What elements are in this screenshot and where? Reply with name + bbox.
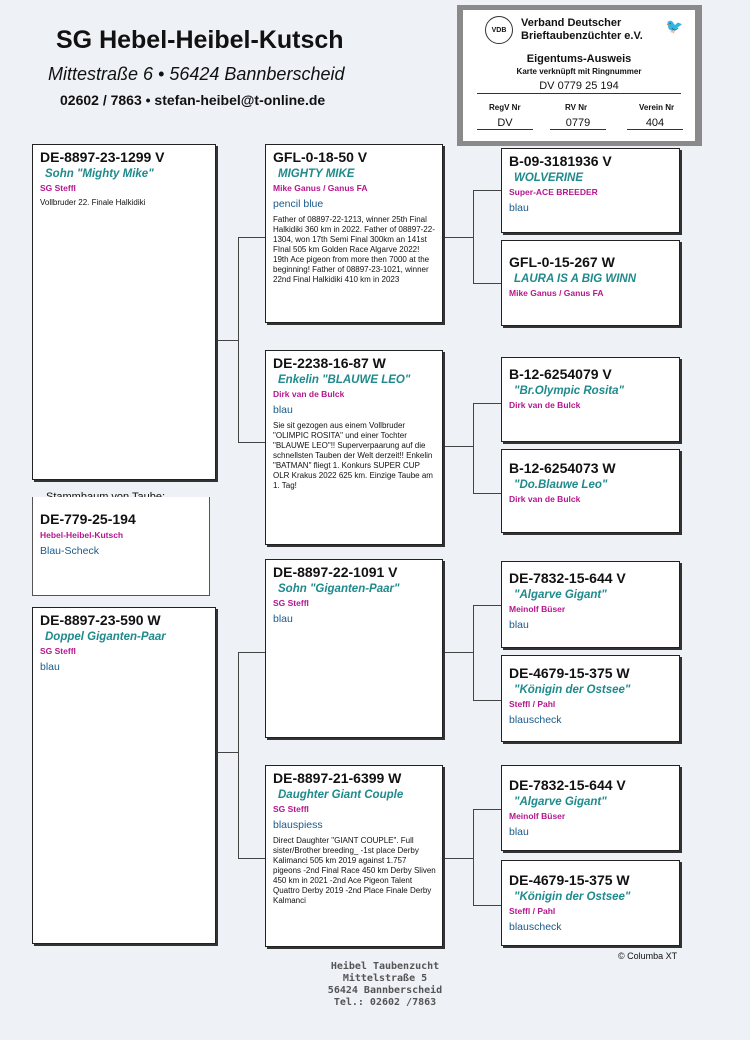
mmf-card (501, 765, 680, 851)
subject-color: Blau-Scheck (40, 545, 99, 557)
card-header-verein: Verein Nr (639, 103, 675, 112)
fff-ring: B-09-3181936 V (509, 153, 612, 169)
ff-card (265, 144, 443, 323)
card-value-regv: DV (477, 117, 533, 130)
ff-ring: GFL-0-18-50 V (273, 149, 368, 165)
ffm-ring: GFL-0-15-267 W (509, 254, 615, 270)
subject-card (32, 497, 210, 596)
mother-name: Doppel Giganten-Paar (45, 631, 166, 643)
father-breeder: SG Steffl (40, 183, 76, 193)
mf-name: Sohn "Giganten-Paar" (278, 583, 400, 595)
mmm-card (501, 860, 680, 946)
mmf-ring: DE-7832-15-644 V (509, 777, 626, 793)
copyright: © Columba XT (618, 951, 678, 961)
mmf-name: "Algarve Gigant" (514, 796, 607, 808)
mf-ring: DE-8897-22-1091 V (273, 564, 398, 580)
fmf-card (501, 357, 680, 442)
fm-description: Sie sit gezogen aus einem Vollbruder "OLIMPIC ROSITA" und einer Tochter "BLAUWE LEO"!! Superverpaarung auf die schnellsten Tauben der Welt derzeit!! Enkelin "BATMAN" fliegt 1. Konkurs SUPER CUP OLR Krakus 2022 625 km. Einzige Taube am 1. Tag! (273, 421, 433, 490)
mfm-ring: DE-4679-15-375 W (509, 665, 630, 681)
card-header-regv: RegV Nr (489, 103, 521, 112)
father-description: Vollbruder 22. Finale Halkidiki (40, 198, 146, 207)
fmf-name: "Br.Olympic Rosita" (514, 385, 624, 397)
card-header-rv: RV Nr (565, 103, 588, 112)
fm-ring: DE-2238-16-87 W (273, 355, 386, 371)
fff-breeder: Super-ACE BREEDER (509, 187, 598, 197)
page-title: SG Hebel-Heibel-Kutsch (56, 26, 344, 54)
mmf-color: blau (509, 826, 529, 838)
address: Mittestraße 6 • 56424 Bannberscheid (48, 64, 345, 84)
card-title: Eigentums-Ausweis (526, 53, 632, 65)
subject-breeder: Hebel-Heibel-Kutsch (40, 530, 124, 540)
mff-color: blau (509, 619, 529, 631)
mother-card (32, 607, 216, 944)
mmf-breeder: Meinolf Büser (509, 811, 566, 821)
fmm-card (501, 449, 680, 533)
mff-ring: DE-7832-15-644 V (509, 570, 626, 586)
father-ring: DE-8897-23-1299 V (40, 149, 165, 165)
mmm-breeder: Steffl / Pahl (509, 906, 556, 916)
club-name: Verband Deutscher Brieftaubenzüchter e.V. (521, 17, 643, 42)
mmm-color: blauscheck (509, 921, 562, 933)
mff-card (501, 561, 680, 648)
mm-ring: DE-8897-21-6399 W (273, 770, 402, 786)
ffm-card (501, 240, 680, 326)
card-value-verein: 404 (627, 117, 683, 130)
mm-color: blauspiess (273, 819, 323, 831)
mm-name: Daughter Giant Couple (278, 789, 404, 801)
father-card (32, 144, 216, 480)
fmf-ring: B-12-6254079 V (509, 366, 612, 382)
mfm-name: "Königin der Ostsee" (514, 684, 631, 696)
pigeon-icon: 🐦 (665, 18, 683, 34)
fff-card (501, 148, 680, 233)
ff-color: pencil blue (273, 198, 324, 210)
fmm-name: "Do.Blauwe Leo" (514, 479, 608, 491)
mfm-breeder: Steffl / Pahl (509, 699, 556, 709)
ffm-name: LAURA IS A BIG WINN (514, 273, 637, 285)
subject-ring: DE-779-25-194 (40, 511, 136, 527)
mm-card (265, 765, 443, 947)
fm-card (265, 350, 443, 545)
father-name: Sohn "Mighty Mike" (45, 168, 154, 180)
mother-color: blau (40, 661, 60, 673)
card-value-rv: 0779 (550, 117, 606, 130)
fm-color: blau (273, 404, 293, 416)
club-logo: VDB (485, 16, 513, 44)
fmf-breeder: Dirk van de Bulck (509, 400, 581, 410)
mff-breeder: Meinolf Büser (509, 604, 566, 614)
mmm-ring: DE-4679-15-375 W (509, 872, 630, 888)
fff-name: WOLVERINE (514, 172, 584, 184)
fm-breeder: Dirk van de Bulck (273, 389, 345, 399)
card-subtitle: Karte verknüpft mit Ringnummer (516, 67, 642, 76)
mf-card (265, 559, 443, 738)
mfm-color: blauscheck (509, 714, 562, 726)
ff-description: Father of 08897-22-1213, winner 25th Final Halkidiki 360 km in 2022. Father of 08897-22-1304, won 17th Semi Final 300km an 141st FInal 505 km Golden Race Algarve 2022! 19th Ace pigeon from more then 7000 at the beginning! Father of 08897-23-1021, winner 22nd Final Halkidiki 410 km in 2023 (273, 215, 435, 284)
ffm-breeder: Mike Ganus / Ganus FA (509, 288, 604, 298)
breeder-stamp: Heibel Taubenzucht Mittelstraße 5 56424 Bannberscheid Tel.: 02602 /7863 (327, 961, 443, 1008)
ff-breeder: Mike Ganus / Ganus FA (273, 183, 368, 193)
ownership-card (457, 5, 702, 146)
ff-name: MIGHTY MIKE (278, 168, 355, 180)
mmm-name: "Königin der Ostsee" (514, 891, 631, 903)
mf-color: blau (273, 613, 293, 625)
contact-info: 02602 / 7863 • stefan-heibel@t-online.de (60, 92, 326, 108)
card-ring-number: DV 0779 25 194 (477, 80, 681, 94)
mf-breeder: SG Steffl (273, 598, 309, 608)
fmm-breeder: Dirk van de Bulck (509, 494, 581, 504)
mother-breeder: SG Steffl (40, 646, 76, 656)
fmm-ring: B-12-6254073 W (509, 460, 616, 476)
mm-breeder: SG Steffl (273, 804, 309, 814)
mother-ring: DE-8897-23-590 W (40, 612, 161, 628)
fff-color: blau (509, 202, 529, 214)
mfm-card (501, 655, 680, 742)
mm-description: Direct Daughter "GIANT COUPLE". Full sister/Brother breeding_ -1st place Derby Kalimanci 505 km 2019 against 1.757 pigeons -2nd Final Race 450 km Derby Sliven 450 km in 2021 -2nd Ace Pigeon Talent Quattro Derby 2019 -2nd Place Finale Derby Kalmanci (273, 836, 436, 905)
fm-name: Enkelin "BLAUWE LEO" (278, 374, 411, 386)
mff-name: "Algarve Gigant" (514, 589, 607, 601)
